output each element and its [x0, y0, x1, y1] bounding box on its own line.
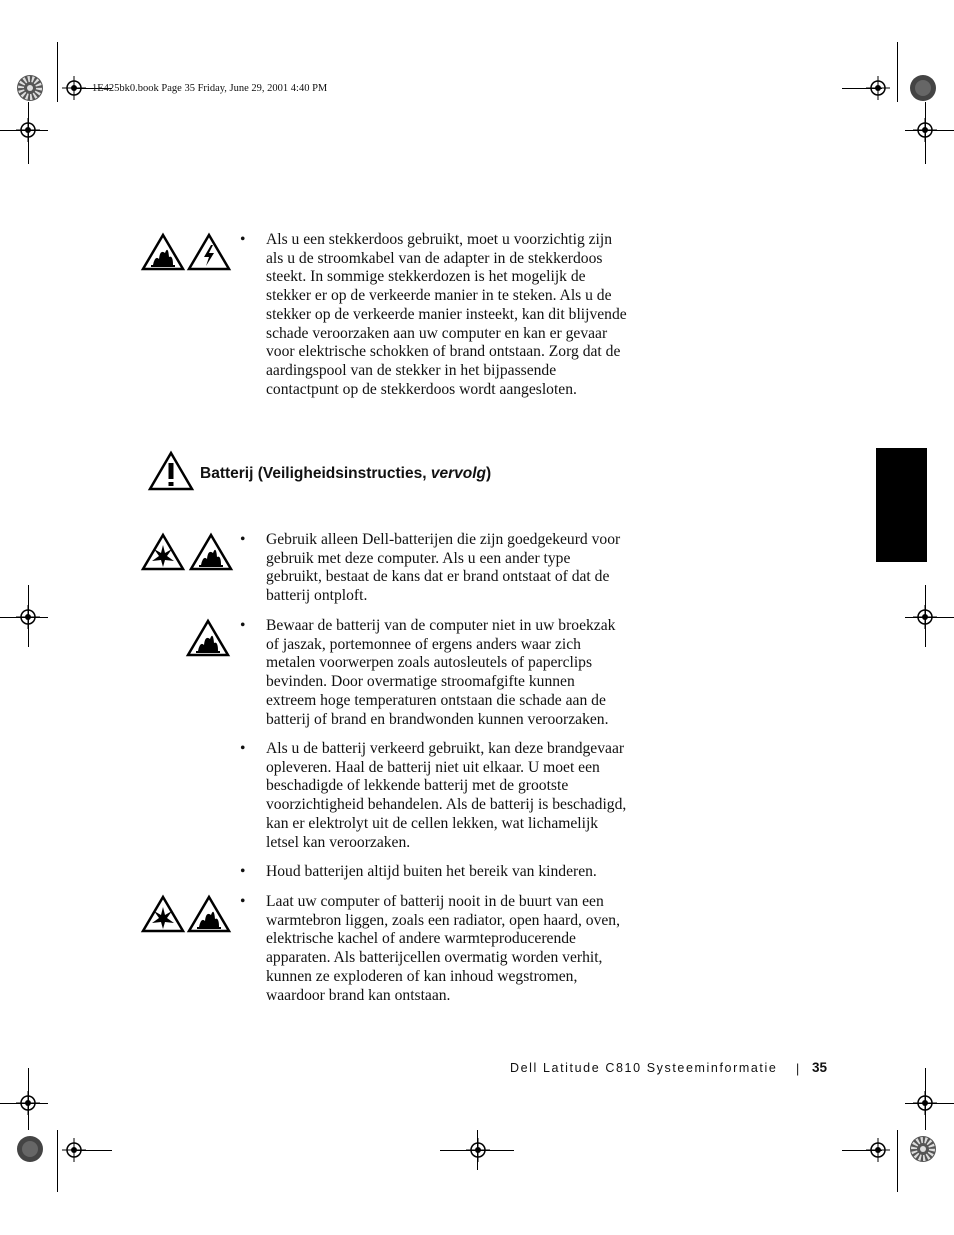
registration-mark-icon — [16, 118, 40, 142]
bullet-text: Bewaar de batterij van de computer niet in uw broekzak of jaszak, portemonnee of ergens anders waar zich metalen voorwerpen zoals autosleutels of paperclips bevinden. Door overmatige stroomafgifte kunnen extreem hoge temperaturen ontstaan die schade aan de batterij of brand en brandwonden kunnen veroorzaken. — [266, 617, 616, 728]
bullet-text: Als u de batterij verkeerd gebruikt, kan deze brandgevaar opleveren. Haal de batterij niet uit elkaar. U moet een beschadigde of lekkende batterij met de grootste voorzichtigheid behandelen. Als de batterij is beschadigd, kan er elektrolyt uit de cellen lekken, wat lichamelijk letsel kan veroorzaken. — [266, 740, 627, 851]
registration-mark-icon — [866, 76, 890, 100]
bullet-marker: • — [240, 617, 246, 634]
explosion-hazard-icon — [141, 533, 185, 571]
bullet-text: Gebruik alleen Dell-batterijen die zijn goedgekeurd voor gebruik met deze computer. Als u een ander type gebruikt, bestaat de kans dat er brand ontstaat of dat de batterij ontploft. — [266, 531, 621, 605]
registration-mark-icon — [913, 1091, 937, 1115]
explosion-hazard-icon — [141, 895, 185, 933]
bullet-marker: • — [240, 893, 246, 910]
registration-mark-icon — [62, 1138, 86, 1162]
registration-mark-icon — [466, 1138, 490, 1162]
bullet-marker: • — [240, 740, 246, 757]
registration-mark-icon — [913, 605, 937, 629]
page-number: 35 — [812, 1060, 828, 1075]
bullet-text: Houd batterijen altijd buiten het bereik van kinderen. — [266, 863, 597, 880]
fire-hazard-icon — [186, 619, 230, 657]
color-target-icon — [16, 74, 44, 102]
color-target-icon — [909, 1135, 937, 1163]
registration-mark-icon — [16, 605, 40, 629]
print-slug: 1E425bk0.book Page 35 Friday, June 29, 2001 4:40 PM — [92, 83, 328, 94]
heading-italic: vervolg — [430, 465, 486, 482]
electric-hazard-icon — [187, 233, 231, 271]
fire-hazard-icon — [189, 533, 233, 571]
bullet-text: Als u een stekkerdoos gebruikt, moet u voorzichtig zijn als u de stroomkabel van de adapter in de stekkerdoos steekt. In sommige stekkerdozen is het mogelijk de stekker er op de verkeerde manier in te steken. Als u de stekker op de verkeerde manier insteekt, kan dit blijvende schade veroorzaken aan uw computer en kan er gevaar voor elektrische schokken of brand ontstaan. Zorg dat de aardingspool van de stekker in het bijpassende contactpunt op de stekkerdoos wordt aangesloten. — [266, 231, 627, 398]
running-footer: Dell Latitude C810 Systeeminformatie — [510, 1061, 778, 1075]
fire-hazard-icon — [187, 895, 231, 933]
section-heading — [200, 465, 491, 483]
crop-mark — [897, 42, 898, 102]
registration-mark-icon — [62, 76, 86, 100]
chapter-tab — [876, 448, 927, 562]
heading-close: ) — [485, 465, 492, 482]
registration-mark-icon — [16, 1091, 40, 1115]
bullet-marker: • — [240, 863, 246, 880]
color-target-icon — [16, 1135, 44, 1163]
bullet-marker: • — [240, 231, 246, 248]
footer-separator: | — [796, 1062, 800, 1076]
crop-mark — [57, 42, 58, 102]
crop-mark — [897, 1130, 898, 1192]
color-target-icon — [909, 74, 937, 102]
fire-hazard-icon — [141, 233, 185, 271]
registration-mark-icon — [913, 118, 937, 142]
bullet-text: Laat uw computer of batterij nooit in de buurt van een warmtebron liggen, zoals een radiator, open haard, oven, elektrische kachel of andere warmteproducerende apparaten. Als batterijcellen overmatig worden verhit, kunnen ze exploderen of kan inhoud wegstromen, waardoor brand kan ontstaan. — [266, 893, 620, 1004]
heading-text: Batterij (Veiligheidsinstructies, — [200, 465, 431, 482]
bullet-marker: • — [240, 531, 246, 548]
caution-icon — [148, 451, 194, 491]
crop-mark — [57, 1130, 58, 1192]
registration-mark-icon — [866, 1138, 890, 1162]
